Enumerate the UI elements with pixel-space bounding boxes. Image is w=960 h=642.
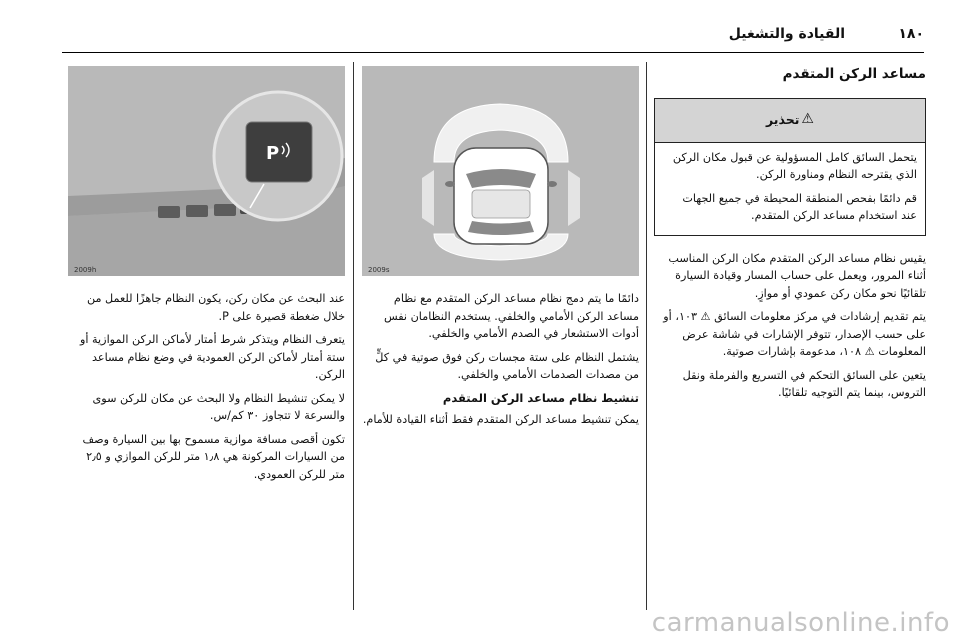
right-mirror — [547, 181, 557, 187]
page-header — [0, 18, 960, 50]
right-side-zone — [568, 170, 580, 226]
subheading: تنشيط نظام مساعد الركن المتقدم — [442, 390, 639, 405]
car-top-view-diagram — [362, 66, 639, 276]
column-divider-right — [646, 62, 647, 610]
left-mirror — [445, 181, 455, 187]
header-rule — [62, 52, 924, 53]
parking-button-figure — [68, 66, 345, 276]
right-column — [652, 66, 926, 408]
body-paragraph: يمكن تنشيط مساعد الركن المتقدم فقط أثناء القيادة للأمام. — [362, 413, 639, 426]
body-paragraph: يتعرف النظام ويتذكر شرط أمتار لأماكن الركن الموازية أو ستة أمتار لأماكن الركن العمودية في وضع نظام مساعد الركن. — [79, 333, 345, 381]
warning-paragraph: قم دائمًا بفحص المنطقة المحيطة في جميع الجهات عند استخدام مساعد الركن المتقدم. — [682, 191, 917, 222]
body-paragraph: يتم تقديم إرشادات في مركز معلومات السائق ⚠ ١٠٣، أو على حسب الإصدار، تتوفر الإشارات في شاشة عرض المعلومات ⚠ ١٠٨، مدعومة بإشارات صوتية. — [663, 310, 926, 358]
section-heading: مساعد الركن المتقدم — [782, 66, 926, 82]
body-paragraph: تكون أقصى مسافة موازية مسموح بها بين السيارة وصف من السيارات المركونة هي ١٫٨ متر للركن الموازي و ٢٫٥ متر للركن العمودي. — [82, 432, 345, 481]
body-paragraph: عند البحث عن مكان ركن، يكون النظام جاهزًا للعمل من خلال ضغطة قصيرة على P. — [86, 292, 345, 323]
console-button — [186, 205, 208, 217]
left-column — [68, 290, 345, 489]
roof — [472, 190, 530, 218]
middle-column — [362, 290, 639, 435]
figure-id: 2009h — [74, 266, 97, 274]
left-side-zone — [422, 170, 434, 226]
body-paragraph: يشتمل النظام على ستة مجسات ركن فوق صوتية في كلٍّ من مصدات الصدمات الأمامي والخلفي. — [375, 350, 639, 381]
warning-triangle-icon: ⚠ — [801, 111, 814, 128]
watermark: carmanualsonline.info — [651, 608, 950, 638]
page-number: ١٨٠ — [898, 26, 924, 42]
body-paragraph: دائمًا ما يتم دمج نظام مساعد الركن المتقدم مع نظام مساعد الركن الأمامي والخلفي. يستخدم النظامان نفس أدوات الاستشعار في الصدم الأمامي والخلفي. — [383, 292, 639, 340]
warning-paragraph: يتحمل السائق كامل المسؤولية عن قبول مكان الركن الذي يقترحه النظام ومناورة الركن. — [672, 150, 917, 181]
figure-id: 2009s — [368, 266, 390, 274]
column-divider-left — [353, 62, 354, 610]
console-button — [214, 204, 236, 216]
chapter-title: القيادة والتشغيل — [728, 26, 845, 42]
console-closeup-diagram — [68, 66, 345, 276]
parking-button-label: P — [266, 143, 280, 164]
warning-title: تحذير — [766, 112, 800, 128]
body-paragraph: لا يمكن تنشيط النظام ولا البحث عن مكان للركن سوى والسرعة لا تتجاوز ٣٠ كم/س. — [92, 391, 345, 422]
sensor-zones-figure — [362, 66, 639, 276]
warning-body — [655, 143, 925, 235]
console-button — [158, 206, 180, 218]
body-paragraph: يقيس نظام مساعد الركن المتقدم مكان الركن المناسب أثناء المرور، ويعمل على حساب المسار وقيادة السيارة تلقائيًا نحو مكان ركن عمودي أو موازٍ. — [668, 251, 926, 300]
warning-box — [654, 98, 926, 236]
warning-header — [655, 99, 925, 143]
body-paragraph: يتعين على السائق التحكم في التسريع والفرملة ونقل التروس، بينما يتم التوجيه تلقائيًا. — [682, 368, 926, 399]
